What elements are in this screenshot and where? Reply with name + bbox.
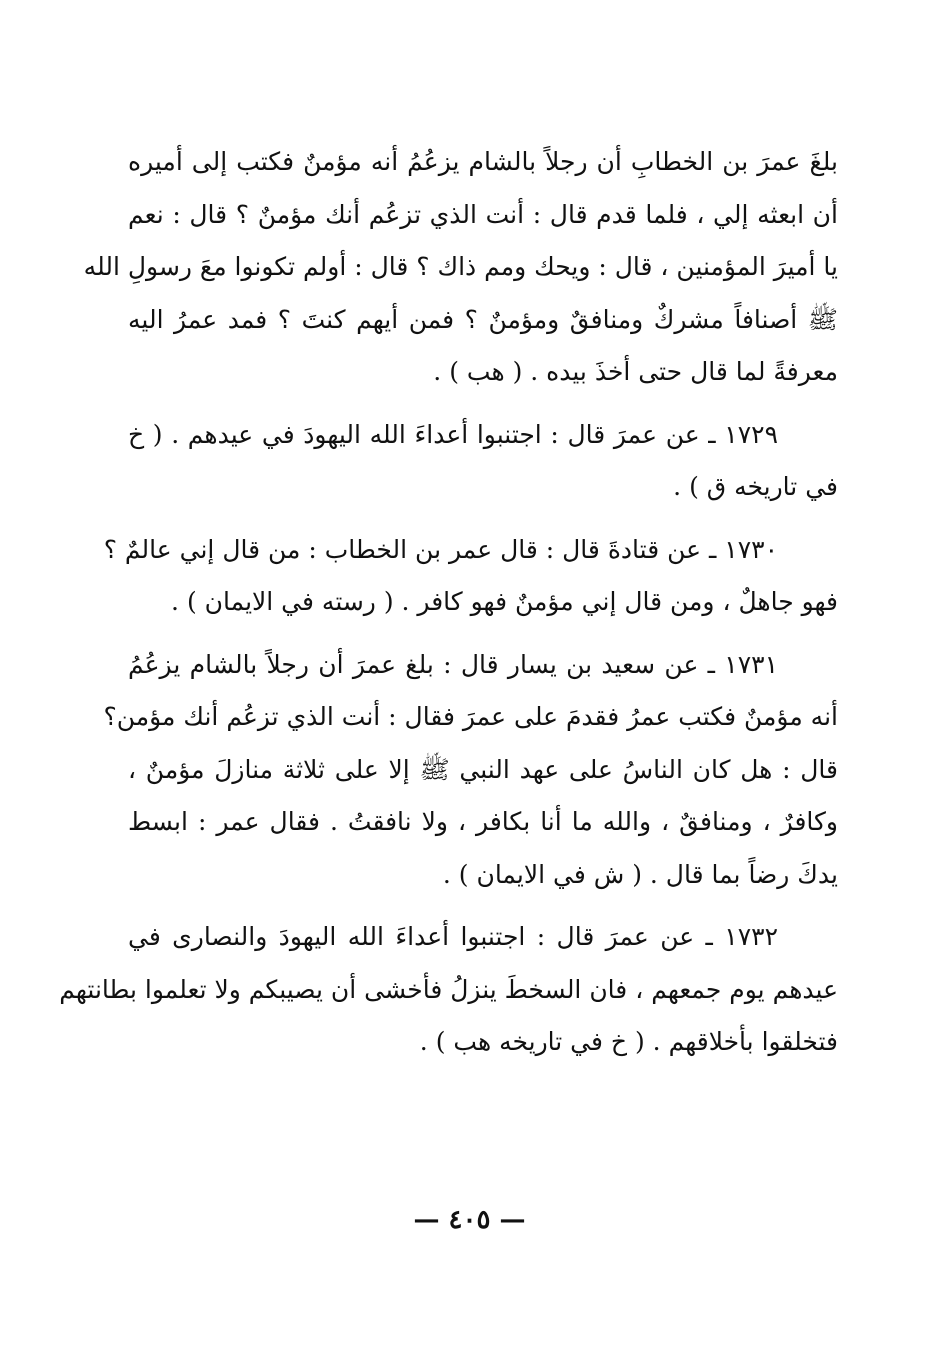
paragraph-1730 <box>103 524 838 629</box>
text-line: فهو جاهلٌ ، ومن قال إني مؤمنٌ فهو كافر . ( رسته في الايمان ) . <box>171 587 838 616</box>
text-line: ﷺ أصنافاً مشركٌ ومنافقٌ ومؤمنٌ ؟ فمن أيهم كنتَ ؟ فمد عمرُ اليه <box>128 304 838 334</box>
text-line: في تاريخه ق ) . <box>673 472 838 501</box>
paragraph-1731 <box>103 639 838 902</box>
text-line: أنه مؤمنٌ فكتب عمرُ فقدمَ على عمرَ فقال : أنت الذي تزعُم أنك مؤمن؟ <box>103 702 838 731</box>
text-line: ١٧٣٢ ـ عن عمرَ قال : اجتنبوا أعداءَ الله اليهودَ والنصارى في <box>128 922 778 951</box>
text-line: يدكَ رضاً بما قال . ( ش في الايمان ) . <box>442 859 838 889</box>
text-line: بلغَ عمرَ بن الخطابِ أن رجلاً بالشام يزعُمُ أنه مؤمنٌ فكتب إلى أميره <box>128 147 838 176</box>
text-line: يا أميرَ المؤمنين ، قال : ويحك ومم ذاك ؟ قال : أولم تكونوا معَ رسولِ الله <box>83 252 838 281</box>
text-line: عيدهم يوم جمعهم ، فان السخطَ ينزلُ فأخشى أن يصيبكم ولا تعلموا بطانتهم <box>59 974 838 1004</box>
text-line: ١٧٣١ ـ عن سعيد بن يسار قال : بلغ عمرَ أن رجلاً بالشام يزعُمُ <box>128 649 778 679</box>
paragraph-1732 <box>59 911 838 1069</box>
text-line: أن ابعثه إلي ، فلما قدم قال : أنت الذي تزعُم أنك مؤمنٌ ؟ قال : نعم <box>128 199 838 229</box>
text-line: معرفةً لما قال حتى أخذَ بيده . ( هب ) . <box>433 357 838 386</box>
text-line: ١٧٢٩ ـ عن عمرَ قال : اجتنبوا أعداءَ الله اليهودَ في عيدهم . ( خ <box>128 419 778 449</box>
paragraph-1 <box>83 136 838 399</box>
text-line: فتخلقوا بأخلاقهم . ( خ في تاريخه هب ) . <box>419 1027 838 1056</box>
text-line: وكافرٌ ، ومنافقٌ ، والله ما أنا بكافر ، ولا نافقتُ . فقال عمر : ابسط <box>128 807 838 836</box>
page-number: — ٤٠٥ — <box>413 1205 526 1235</box>
paragraph-1729 <box>128 409 838 514</box>
text-line: قال : هل كان الناسُ على عهد النبي ﷺ إلا على ثلاثة منازلَ مؤمنٌ ، <box>128 754 838 784</box>
text-line: ١٧٣٠ ـ عن قتادةَ قال : قال عمر بن الخطاب : من قال إني عالمٌ ؟ <box>103 534 778 564</box>
page-body <box>59 136 838 1079</box>
